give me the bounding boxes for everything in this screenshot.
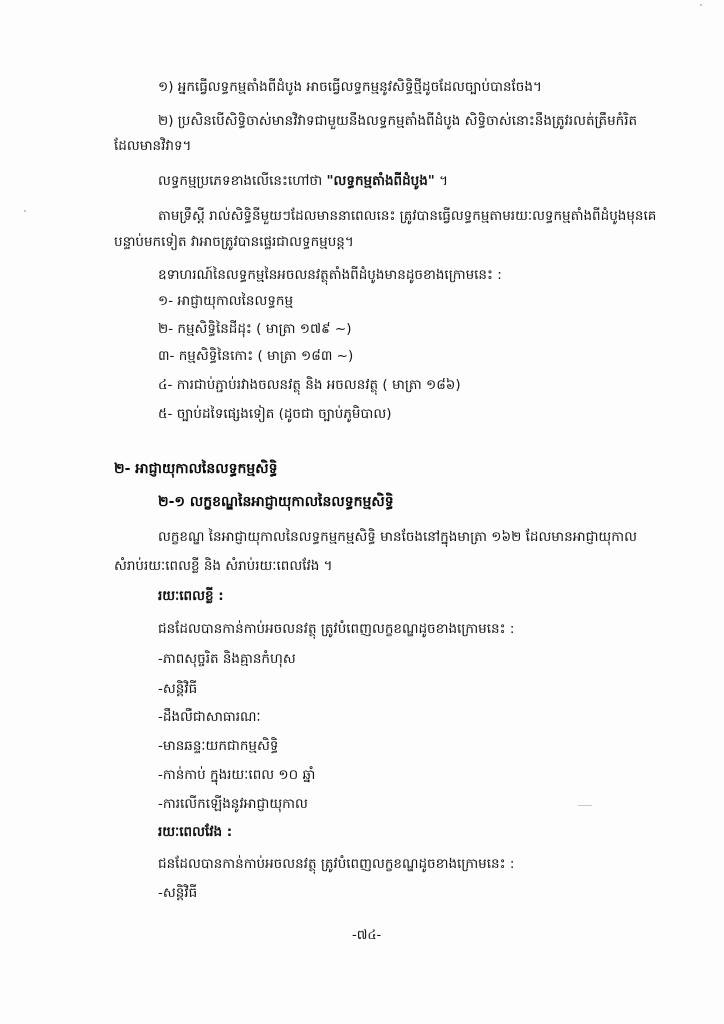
paragraph-2-line-1: ២) ប្រសិនបើសិទ្ធិចាស់មានវិវាទជាមួយនឹងលទ្ធកម្មតាំងពីដំបូង សិទ្ធិចាស់នោះនឹងត្រូវរលត់ត្រឹមកំរិត [158, 113, 638, 129]
short-term-label: រយៈពេលខ្លី : [158, 588, 224, 604]
paragraph-3-prefix: លទ្ធកម្មប្រភេទខាងលើនេះហៅថា [158, 173, 327, 189]
list-item: ២- កម្មសិទ្ធិនៃដីដុះ ( មាត្រា ១៧៩ ~) [158, 321, 352, 337]
list-item: ៤- ការជាប់ភ្ជាប់រវាងចលនវត្ថុ និង អចលនវត្ថុ ( មាត្រា ១៨៦) [158, 377, 461, 393]
list-item: -ដឹងលឺជាសាធារណៈ [158, 709, 261, 725]
list-item: -សន្តិវិធី [158, 681, 198, 697]
list-item: -ការលើកឡើងនូវអាជ្ញាយុកាល [158, 796, 308, 812]
paragraph-6-line-1: លក្ខខណ្ឌ នៃអាជ្ញាយុកាលនៃលទ្ធកម្មកម្មសិទ្ធិ មានចែងនៅក្នុងមាត្រា ១៦២ ដែលមានអាជ្ញាយុកាល [158, 529, 637, 545]
list-item: -កាន់កាប់ ក្នុងរយៈពេល ១០ ឆ្នាំ [158, 767, 316, 783]
subsection-heading: ២-១ លក្ខខណ្ឌនៃអាជ្ញាយុកាលនៃលទ្ធកម្មសិទ្ធិ [158, 494, 394, 510]
paragraph-5: ឧទាហរណ៍នៃលទ្ធកម្មនៃអចលនវត្ថុតាំងពីដំបូងមានដូចខាងក្រោមនេះ : [158, 267, 502, 283]
paragraph-6-line-2: សំរាប់រយៈពេលខ្លី និង សំរាប់រយៈពេលវែង ។ [114, 558, 333, 574]
paragraph-1: ១) អ្នកធ្វើលទ្ធកម្មតាំងពីដំបូង អាចធ្វើលទ្ធកម្មនូវសិទ្ធិថ្មីដូចដែលច្បាប់បានចែង។ [158, 79, 542, 95]
list-item: ៥- ច្បាប់ដទៃផ្សេងទៀត (ដូចជា ច្បាប់ភូមិបាល) [158, 406, 392, 422]
list-item: -សន្តិវិធី [158, 885, 198, 901]
paragraph-4-line-1: តាមទ្រឹស្តី រាល់សិទ្ធិនីមួយៗដែលមាននាពេលនេះ ត្រូវបានធ្វើលទ្ធកម្មតាមរយៈលទ្ធកម្មតាំងពីដំបូងមុនគេ [158, 208, 657, 224]
list-item: -មានឆន្ទៈយកជាកម្មសិទ្ធិ [158, 738, 279, 754]
scan-mark [700, 4, 702, 6]
list-item: -ភាពសុច្ចរិត និងគ្មានកំហុស [158, 651, 296, 667]
section-heading: ២- អាជ្ញាយុកាលនៃលទ្ធកម្មសិទ្ធិ [114, 461, 278, 477]
scan-mark [24, 210, 26, 212]
list-item: ១- អាជ្ញាយុកាលនៃលទ្ធកម្ម [158, 293, 294, 309]
list-item: ៣- កម្មសិទ្ធិនៃកោះ ( មាត្រា ១៨៣ ~) [158, 348, 354, 364]
paragraph-3-suffix: ។ [434, 173, 449, 189]
paragraph-4-line-2: បន្ទាប់មកទៀត វាអាចត្រូវបានផ្ទេរជាលទ្ធកម្មបន្ត។ [114, 234, 354, 250]
long-term-intro: ជនដែលបានកាន់កាប់អចលនវត្ថុ ត្រូវបំពេញលក្ខខណ្ឌដូចខាងក្រោមនេះ : [158, 856, 515, 872]
short-term-intro: ជនដែលបានកាន់កាប់អចលនវត្ថុ ត្រូវបំពេញលក្ខខណ្ឌដូចខាងក្រោមនេះ : [158, 621, 515, 637]
paragraph-3-term: "លទ្ធកម្មតាំងពីដំបូង" [326, 173, 435, 189]
scan-mark [578, 805, 592, 806]
long-term-label: រយៈពេលវែង : [158, 824, 233, 840]
paragraph-3 [158, 172, 448, 190]
paragraph-2-line-2: ដែលមានវិវាទ។ [114, 138, 192, 154]
page-number: -៧៤- [352, 928, 382, 943]
